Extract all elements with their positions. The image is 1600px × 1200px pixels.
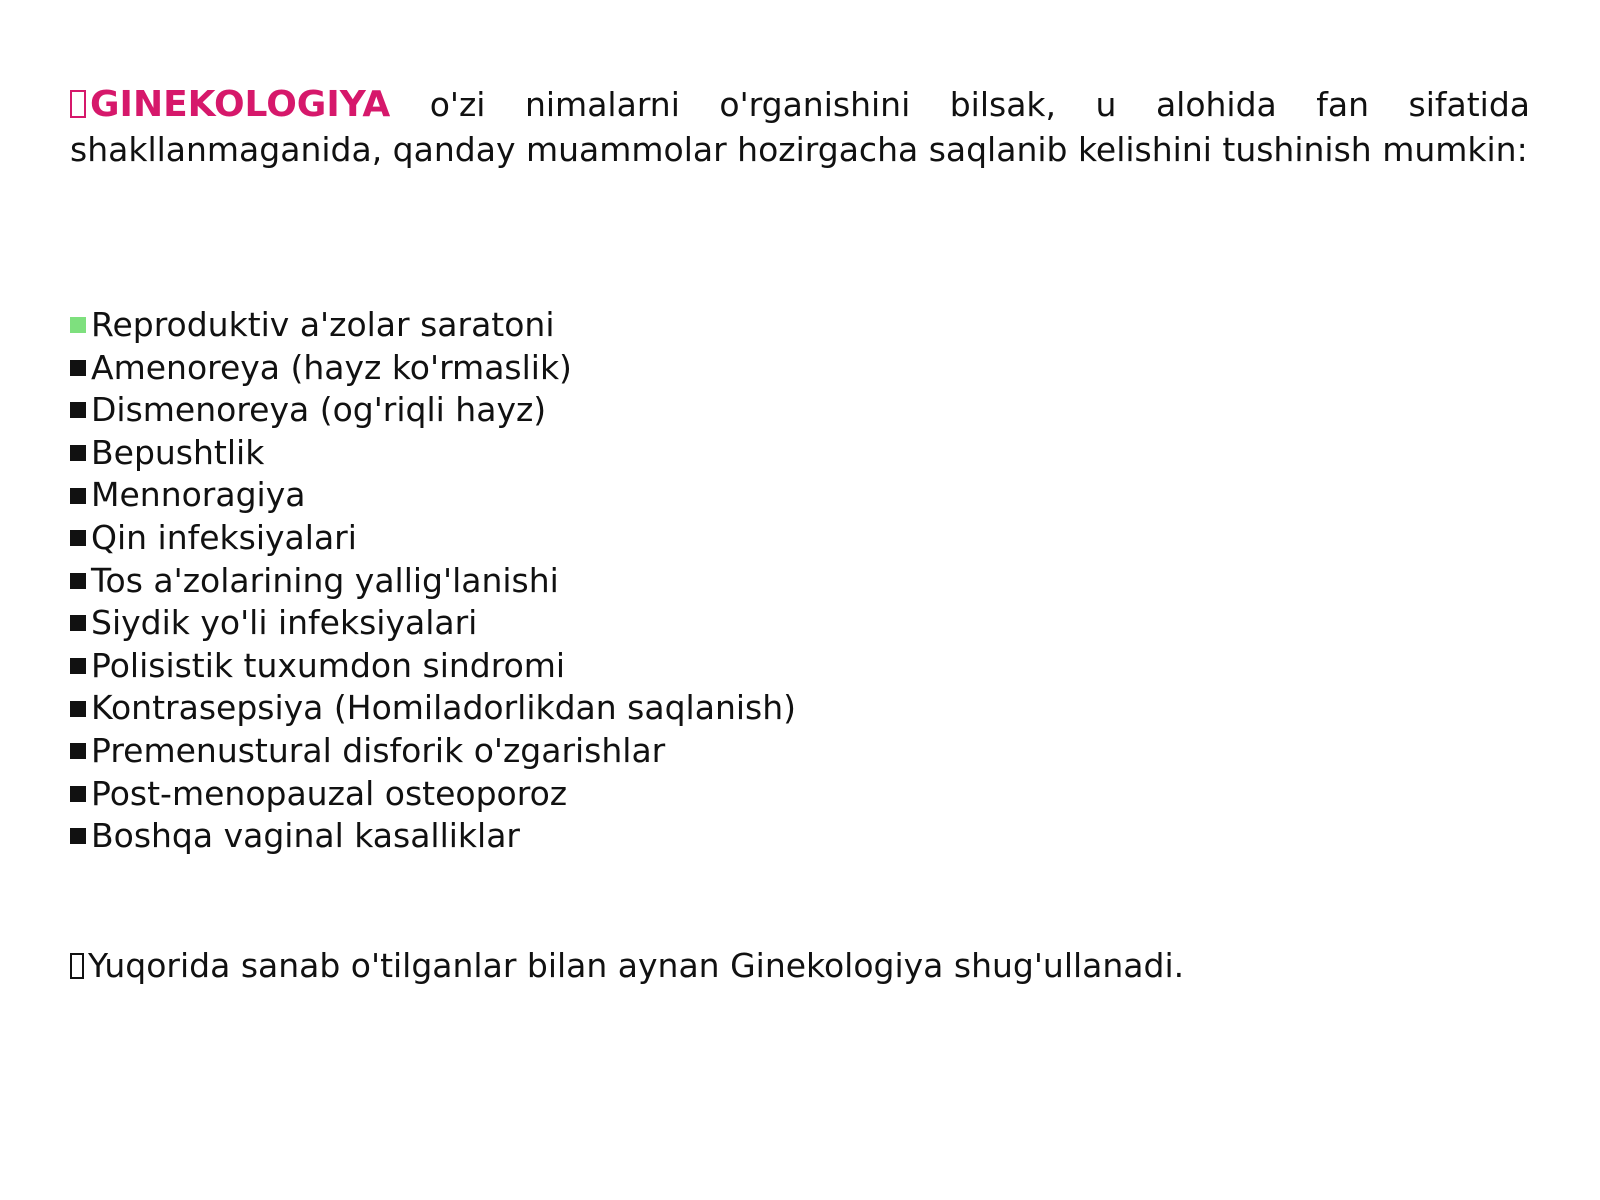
list-item-label: Post-menopauzal osteoporoz bbox=[91, 773, 568, 813]
list-item-label: Bepushtlik bbox=[91, 432, 265, 472]
square-bullet-icon bbox=[70, 658, 86, 674]
square-bullet-icon bbox=[70, 828, 86, 844]
problems-list bbox=[70, 304, 796, 858]
list-item bbox=[70, 517, 796, 560]
closing-text: Yuqorida sanab o'tilganlar bilan aynan Ginekologiya shug'ullanadi. bbox=[88, 946, 1185, 985]
square-bullet-icon bbox=[70, 488, 86, 504]
list-item-label: Siydik yo'li infeksiyalari bbox=[91, 603, 478, 643]
missing-glyph-icon bbox=[70, 90, 86, 118]
list-item-label: Tos a'zolarining yallig'lanishi bbox=[91, 560, 559, 600]
list-item-label: Reproduktiv a'zolar saratoni bbox=[91, 305, 555, 344]
list-item-label: Polisistik tuxumdon sindromi bbox=[91, 645, 566, 685]
square-bullet-icon bbox=[70, 743, 86, 759]
list-item bbox=[70, 560, 796, 603]
closing-sentence bbox=[70, 943, 1184, 988]
list-item bbox=[70, 432, 796, 475]
square-bullet-icon bbox=[70, 317, 86, 333]
square-bullet-icon bbox=[70, 701, 86, 717]
square-bullet-icon bbox=[70, 786, 86, 802]
list-item-label: Dismenoreya (og'riqli hayz) bbox=[91, 390, 547, 430]
intro-paragraph bbox=[70, 82, 1530, 172]
list-item bbox=[70, 730, 796, 773]
list-item bbox=[70, 347, 796, 390]
list-item bbox=[70, 474, 796, 517]
list-item-label: Amenoreya (hayz ko'rmaslik) bbox=[91, 347, 572, 387]
square-bullet-icon bbox=[70, 573, 86, 589]
list-item bbox=[70, 773, 796, 816]
square-bullet-icon bbox=[70, 445, 86, 461]
list-item-label: Kontrasepsiya (Homiladorlikdan saqlanish) bbox=[91, 688, 797, 728]
list-item bbox=[70, 389, 796, 432]
list-item-label: Mennoragiya bbox=[91, 475, 306, 515]
square-bullet-icon bbox=[70, 402, 86, 418]
list-item-label: Premenustural disforik o'zgarishlar bbox=[91, 730, 666, 770]
list-item-label: Boshqa vaginal kasalliklar bbox=[91, 816, 520, 856]
title-word: GINEKOLOGIYA bbox=[90, 84, 391, 125]
list-item bbox=[70, 304, 796, 347]
intro-text: o'zi nimalarni o'rganishini bilsak, u alohida fan sifatida shakllanmaganida, qanday muammolar hozirgacha saqlanib kelishini tushinish mumkin: bbox=[70, 85, 1530, 169]
square-bullet-icon bbox=[70, 360, 86, 376]
missing-glyph-icon bbox=[70, 953, 84, 979]
list-item bbox=[70, 815, 796, 858]
square-bullet-icon bbox=[70, 615, 86, 631]
list-item bbox=[70, 687, 796, 730]
list-item bbox=[70, 645, 796, 688]
list-item bbox=[70, 602, 796, 645]
square-bullet-icon bbox=[70, 530, 86, 546]
list-item-label: Qin infeksiyalari bbox=[91, 517, 357, 557]
